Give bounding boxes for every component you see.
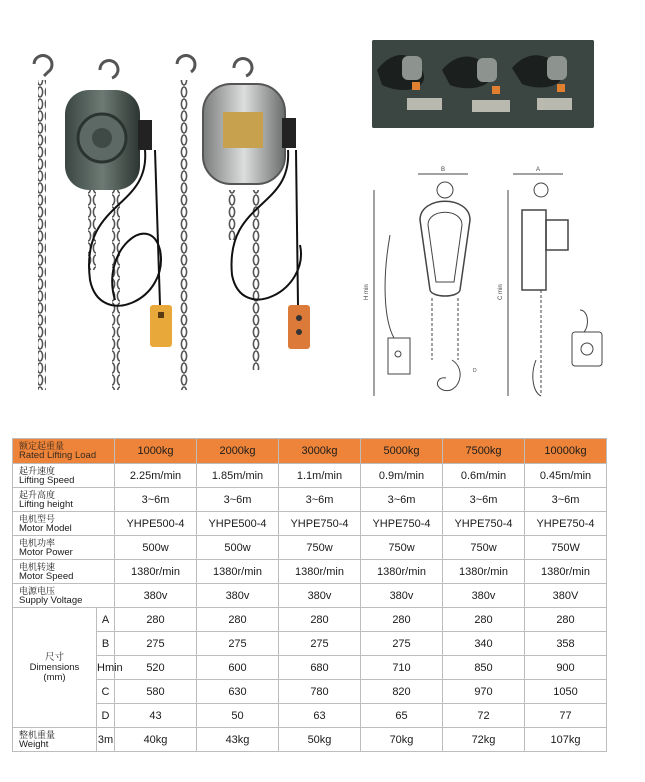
spec-label-en: Motor Model [19, 522, 72, 534]
spec-label-en: Supply Voltage [19, 594, 83, 606]
weight-cell: 72kg [443, 728, 525, 752]
spec-row [13, 464, 607, 488]
capacity-cell: 7500kg [443, 439, 525, 464]
spec-cell: 380v [115, 584, 197, 608]
spec-cell: 1.1m/min [279, 464, 361, 488]
dimension-row [13, 656, 607, 680]
spec-label-en: Lifting Speed [19, 474, 75, 486]
dimension-rows [13, 608, 607, 728]
spec-cell: 1380r/min [443, 560, 525, 584]
weight-cell: 107kg [525, 728, 607, 752]
dimension-key: Hmin [97, 656, 115, 680]
spec-label-cn: 电机功率 [19, 537, 56, 548]
dimension-row [13, 704, 607, 728]
label-a: A [535, 167, 541, 173]
dimension-cell: 50 [197, 704, 279, 728]
spec-row [13, 584, 607, 608]
spec-cell: 500w [197, 536, 279, 560]
spec-cell: 380v [279, 584, 361, 608]
spec-rows [13, 464, 607, 608]
spec-cell: YHPE500-4 [197, 512, 279, 536]
spec-cell: 750w [361, 536, 443, 560]
spec-label [13, 464, 115, 488]
spec-cell: 1380r/min [361, 560, 443, 584]
spec-cell: 380V [525, 584, 607, 608]
spec-label-cn: 电机型号 [19, 513, 56, 524]
rated-load-label [13, 439, 115, 464]
spec-cell: 1.85m/min [197, 464, 279, 488]
label-cmin: C min [498, 284, 504, 300]
spec-cell: 3~6m [115, 488, 197, 512]
rated-load-cn: 额定起重量 [19, 441, 65, 451]
spec-cell: 1380r/min [525, 560, 607, 584]
dimension-cell: 280 [525, 608, 607, 632]
spec-row [13, 488, 607, 512]
dimensions-cn: 尺寸 [44, 651, 64, 663]
spec-cell: 3~6m [361, 488, 443, 512]
dimension-cell: 65 [361, 704, 443, 728]
spec-cell: 380v [361, 584, 443, 608]
dimension-cell: 280 [197, 608, 279, 632]
weight-key: 3m [97, 728, 115, 752]
spec-label [13, 560, 115, 584]
label-hmin: H min [364, 284, 370, 300]
dimension-cell: 970 [443, 680, 525, 704]
specification-table [12, 438, 607, 752]
weight-cell: 70kg [361, 728, 443, 752]
spec-cell: 2.25m/min [115, 464, 197, 488]
dimension-cell: 820 [361, 680, 443, 704]
spec-cell: 380v [443, 584, 525, 608]
spec-cell: 3~6m [197, 488, 279, 512]
dimension-cell: 630 [197, 680, 279, 704]
spec-label [13, 512, 115, 536]
dimension-key: B [97, 632, 115, 656]
label-d: D [473, 368, 477, 374]
spec-cell: 750w [443, 536, 525, 560]
spec-label-en: Lifting height [19, 498, 73, 510]
spec-cell: 750W [525, 536, 607, 560]
dimension-cell: 280 [361, 608, 443, 632]
spec-cell: 0.45m/min [525, 464, 607, 488]
weight-row [13, 728, 607, 752]
dimension-row [13, 632, 607, 656]
spec-cell: 3~6m [279, 488, 361, 512]
capacity-cell: 3000kg [279, 439, 361, 464]
spec-label-cn: 电源电压 [19, 585, 56, 596]
spec-row [13, 536, 607, 560]
spec-label [13, 488, 115, 512]
spec-cell: YHPE500-4 [115, 512, 197, 536]
dimension-cell: 900 [525, 656, 607, 680]
dimension-key: A [97, 608, 115, 632]
spec-cell: 0.6m/min [443, 464, 525, 488]
spec-label-en: Motor Power [19, 546, 73, 558]
dimension-cell: 280 [279, 608, 361, 632]
spec-cell: 0.9m/min [361, 464, 443, 488]
dimension-cell: 340 [443, 632, 525, 656]
dimension-cell: 280 [443, 608, 525, 632]
spec-cell: 750w [279, 536, 361, 560]
weight-en: Weight [19, 738, 49, 750]
dimension-cell: 275 [115, 632, 197, 656]
dimension-cell: 710 [361, 656, 443, 680]
weight-cell: 40kg [115, 728, 197, 752]
spec-cell: YHPE750-4 [279, 512, 361, 536]
hoist-product-photo [20, 50, 345, 398]
capacity-cell: 5000kg [361, 439, 443, 464]
spec-cell: YHPE750-4 [443, 512, 525, 536]
spec-row [13, 512, 607, 536]
dimension-cell: 680 [279, 656, 361, 680]
capacity-cell: 2000kg [197, 439, 279, 464]
capacity-cell: 1000kg [115, 439, 197, 464]
dimensions-label [13, 608, 97, 728]
label-b: B [440, 167, 446, 173]
spec-label-cn: 电机转速 [19, 561, 56, 572]
weight-cn: 整机重量 [19, 729, 56, 740]
spec-label-en: Motor Speed [19, 570, 74, 582]
warehouse-photo [372, 40, 594, 128]
dimension-cell: 280 [115, 608, 197, 632]
dimension-cell: 850 [443, 656, 525, 680]
spec-cell: 1380r/min [115, 560, 197, 584]
rated-load-en: Rated Lifting Load [19, 450, 97, 461]
spec-cell: YHPE750-4 [525, 512, 607, 536]
dimension-cell: 72 [443, 704, 525, 728]
dimension-cell: 63 [279, 704, 361, 728]
spec-cell: 1380r/min [279, 560, 361, 584]
capacity-cell: 10000kg [525, 439, 607, 464]
dimension-cell: 358 [525, 632, 607, 656]
dimension-key: D [97, 704, 115, 728]
spec-cell: 3~6m [525, 488, 607, 512]
weight-label [13, 728, 97, 752]
dimension-cell: 275 [197, 632, 279, 656]
weight-cell: 50kg [279, 728, 361, 752]
spec-label-cn: 起升高度 [19, 489, 56, 500]
dimension-cell: 275 [361, 632, 443, 656]
spec-label-cn: 起升速度 [19, 465, 56, 476]
dimension-cell: 43 [115, 704, 197, 728]
spec-cell: YHPE750-4 [361, 512, 443, 536]
spec-cell: 1380r/min [197, 560, 279, 584]
spec-cell: 500w [115, 536, 197, 560]
spec-cell: 3~6m [443, 488, 525, 512]
spec-label [13, 584, 115, 608]
dimension-cell: 77 [525, 704, 607, 728]
dimensions-en: Dimensions [29, 661, 80, 673]
dimension-row [13, 608, 607, 632]
dimension-cell: 580 [115, 680, 197, 704]
dimension-row [13, 680, 607, 704]
spec-cell: 380v [197, 584, 279, 608]
dimensions-unit: (mm) [43, 671, 66, 683]
dimension-cell: 520 [115, 656, 197, 680]
dimension-drawing [358, 160, 628, 410]
dimension-cell: 780 [279, 680, 361, 704]
dimension-key: C [97, 680, 115, 704]
spec-row [13, 560, 607, 584]
weight-cell: 43kg [197, 728, 279, 752]
dimension-cell: 600 [197, 656, 279, 680]
header-row [13, 439, 607, 464]
spec-label [13, 536, 115, 560]
dimension-cell: 1050 [525, 680, 607, 704]
dimension-cell: 275 [279, 632, 361, 656]
